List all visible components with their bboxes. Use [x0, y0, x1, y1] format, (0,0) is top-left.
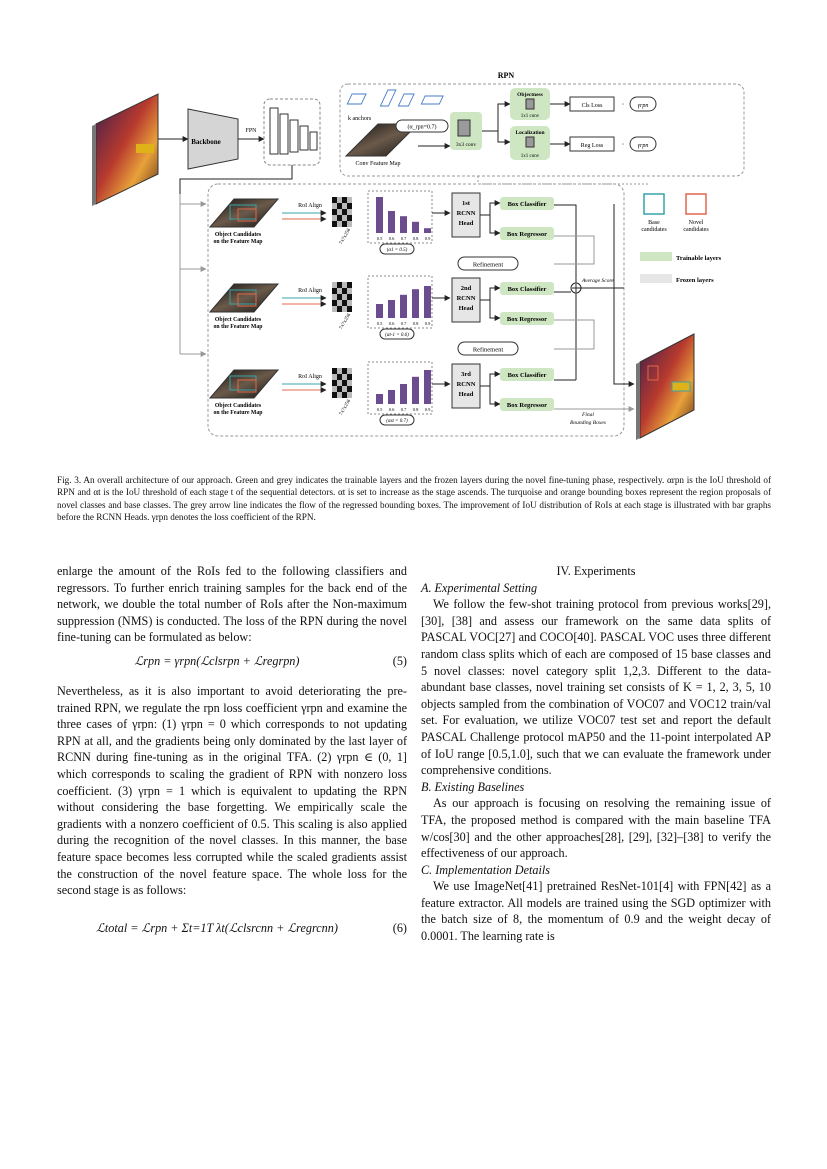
roi-size-label: 7x7x256 [339, 227, 353, 246]
iou-tick-label: 0.5 [376, 321, 383, 326]
iou-bar [424, 286, 431, 318]
iou-bar [412, 289, 419, 318]
cls-loss-label: Cls Loss [581, 103, 603, 109]
iou-tick-label: 0.9 [424, 321, 431, 326]
objectness-label: Objectness [517, 92, 543, 98]
iou-bar [412, 222, 419, 233]
iou-bar [400, 384, 407, 404]
iou-tick-label: 0.5 [376, 236, 383, 241]
rpn-title: RPN [497, 71, 515, 80]
legend-trainable-swatch [640, 252, 672, 261]
backbone-label: Backbone [191, 138, 221, 146]
equation-6 [57, 902, 407, 958]
roi-feature-grid [332, 368, 352, 398]
object-candidates-label: Object Candidates [214, 403, 262, 409]
legend-novel-1: Novel [688, 220, 704, 226]
iou-tick-label: 0.7 [400, 236, 407, 241]
box-regressor-label: Box Regressor [506, 402, 548, 409]
conv3x3-label: 3x3 conv [455, 142, 477, 148]
fpn-label: FPN [245, 128, 257, 134]
dot-a: · [621, 100, 625, 109]
fpn-stack [264, 99, 320, 165]
rcnn-stage-3 [210, 362, 554, 425]
k-anchors-label: k anchors [348, 116, 372, 122]
rcnn-stage-1 [210, 191, 554, 254]
input-image [92, 94, 158, 206]
roi-size-label: 7x7x256 [339, 312, 353, 331]
rcnn-stage-2 [210, 276, 554, 339]
legend-base-1: Base [648, 220, 660, 226]
roi-size-label: 7x7x256 [339, 398, 353, 417]
roi-align-label: RoI Align [298, 374, 322, 380]
iou-tick-label: 0.7 [400, 407, 407, 412]
rcnn-head-label: RCNN [456, 381, 476, 388]
backbone-block [188, 109, 238, 169]
figure-caption: Fig. 3. An overall architecture of our approach. Green and grey indicates the trainable layers and the frozen layers during the novel fine-tuning phase, respectively. αrpn is the IoU threshold of RPN and αt is the IoU threshold of each stage t of the sequential detectors. αt is set to increase as the stage ascends. The turquoise and orange bounding boxes represent the region proposals of novel classes and base classes. The grey arrow line indicates the flow of the regressed bounding boxes. The improvement of IoU distribution of RoIs at each stage is illustrated with bar graphs before the RCNN Heads. γrpn denotes the loss coefficient of the RPN. [57, 475, 771, 522]
conv1x1-a-label: 1x1 conv [520, 114, 540, 119]
iou-tick-label: 0.9 [424, 236, 431, 241]
localization-label: Localization [515, 130, 545, 136]
roi-feature-map [210, 284, 278, 312]
reg-loss-label: Reg Loss [580, 143, 604, 149]
iou-tick-label: 0.7 [400, 321, 407, 326]
iou-bar [376, 304, 383, 318]
legend-novel-swatch [686, 194, 706, 214]
right-column [421, 563, 771, 945]
equation-5-body: ℒrpn = γrpn(ℒclsrpn + ℒregrpn) [134, 653, 300, 668]
section-heading: IV. Experiments [556, 564, 636, 578]
equation-5-number: (5) [392, 653, 407, 668]
conv1x1-b-label: 1x1 conv [520, 154, 540, 159]
iou-bar [400, 216, 407, 233]
rcnn-head-label: Head [458, 220, 474, 227]
average-score-label: Average Score [582, 278, 614, 284]
iou-tick-label: 0.8 [412, 236, 419, 241]
iou-bar [388, 390, 395, 404]
legend-trainable: Trainable layers [676, 255, 722, 262]
equation-5 [57, 649, 407, 679]
rcnn-head-label: Head [458, 391, 474, 398]
iou-tick-label: 0.6 [388, 236, 395, 241]
subsection-a-paragraph: We follow the few-shot training protocol from previous works[29], [30], [38] and assess our framework on the same data splits of PASCAL VOC[27] and COCO[40]. PASCAL VOC uses three different random class splits which of each are composed of 15 base classes and 5 novel classes: novel category split 1,2,3. Different to the data-abundant base classes, novel training set consists of K = 1, 2, 3, 5, 10 objects sampled from the combination of VOC07 and VOC12 train/val set. For evaluation, we utilize VOC07 test set and report the default PASCAL Challenge protocol mAP50 and the 11-point interpolated AP of IoU range [0.5,1.0], such that we can evaluate the framework under comprehensive conditions. [421, 597, 771, 778]
iou-tick-label: 0.6 [388, 321, 395, 326]
legend-base-swatch [644, 194, 664, 214]
iou-bar [388, 211, 395, 233]
left-paragraph-1: enlarge the amount of the RoIs fed to the following classifiers and regressors. To further enrich training samples for the back end of the network, we double the total number of RoIs after the Non-maximum suppression (NMS) is conducted. The loss of the RPN during the novel fine-tuning can be formulated as below: [57, 564, 407, 645]
left-paragraph-2: Nevertheless, as it is also important to avoid deteriorating the pre-trained RPN, we regulate the rpn loss coefficient γrpn and examine the three cases of γrpn: (1) γrpn = 0 which corresponds to not updating RPN at all, and the gradients being only dominated by the last layer of RCNN during fine-tuning as in the original TFA. (2) γrpn ∈ (0, 1] which corresponds to scaling the gradient of RPN with nonzero loss coefficient. (3) γrpn = 1 which is equivalent to updating the RPN without considering the base forgetting. We empirically scale the gradients with a nonzero coefficient of 0.5. This scaling is also applied during the recognition of the novel classes. In this manner, the base feature space becomes less corrupted while the scaled gradients assist the construction of the novel feature space. The whole loss for the second stage is as follows: [57, 683, 407, 898]
legend-base-2: candidates [641, 227, 667, 233]
iou-bar [412, 377, 419, 404]
object-candidates-sublabel: on the Feature Map [213, 324, 263, 330]
final-boxes-label-2: Bounding Boxes [570, 420, 606, 426]
roi-feature-grid [332, 282, 352, 312]
stage-threshold: (αt-1 = 0.6) [385, 333, 409, 338]
box-regressor-label: Box Regressor [506, 316, 548, 323]
subsection-b-paragraph: As our approach is focusing on resolving the remaining issue of TFA, the proposed method is compared with the main baseline TFA w/cos[30] and the other approaches[28], [29], [32]–[38] to verify the effectiveness of our approach. [421, 796, 771, 861]
iou-tick-label: 0.5 [376, 407, 383, 412]
final-boxes-label-1: Final [582, 412, 594, 418]
iou-bar [376, 197, 383, 233]
stage-threshold: (αst = 0.7) [386, 419, 408, 424]
iou-tick-label: 0.8 [412, 407, 419, 412]
roi-align-label: RoI Align [298, 288, 322, 294]
iou-bar [424, 228, 431, 233]
roi-feature-map [210, 370, 278, 398]
box-classifier-label: Box Classifier [507, 286, 547, 293]
iou-bar [388, 300, 395, 318]
subsection-c-paragraph: We use ImageNet[41] pretrained ResNet-101[4] with FPN[42] as a feature extractor. All models are trained using the SGD optimizer with the batch size of 8, the momentum of 0.9 and the weight decay of 0.0001. The learning rate is [421, 879, 771, 944]
left-column [57, 563, 407, 962]
box-classifier-label: Box Classifier [507, 372, 547, 379]
iou-bar [400, 295, 407, 318]
legend-frozen: Frozen layers [676, 277, 714, 284]
conv-feature-map-label: Conv Feature Map [355, 161, 401, 167]
iou-tick-label: 0.6 [388, 407, 395, 412]
iou-tick-label: 0.9 [424, 407, 431, 412]
box-classifier-label: Box Classifier [507, 201, 547, 208]
roi-feature-grid [332, 197, 352, 227]
iou-tick-label: 0.8 [412, 321, 419, 326]
gamma-rpn-a: γrpn [637, 103, 649, 109]
iou-bar [376, 394, 383, 404]
rpn-threshold: (α_rpn=0.7) [407, 124, 437, 131]
rcnn-head-label: RCNN [456, 295, 476, 302]
rcnn-head-label: RCNN [456, 210, 476, 217]
refinement-label-1: Refinement [472, 261, 504, 269]
box-regressor-label: Box Regressor [506, 231, 548, 238]
rcnn-head-label: Head [458, 305, 474, 312]
legend-novel-2: candidates [683, 227, 709, 233]
rcnn-head-label: 3rd [461, 371, 471, 378]
equation-6-number: (6) [392, 920, 407, 935]
legend-frozen-swatch [640, 274, 672, 283]
anchor-boxes [347, 90, 443, 106]
object-candidates-sublabel: on the Feature Map [213, 239, 263, 245]
object-candidates-sublabel: on the Feature Map [213, 410, 263, 416]
iou-bar [424, 370, 431, 404]
object-candidates-label: Object Candidates [214, 232, 262, 238]
output-image [636, 334, 694, 440]
architecture-figure [88, 64, 760, 444]
rcnn-head-label: 2nd [460, 285, 472, 292]
gamma-rpn-b: γrpn [637, 143, 649, 149]
subsection-b-heading: B. Existing Baselines [421, 779, 525, 794]
rcnn-head-label: 1st [462, 200, 470, 207]
subsection-c-heading: C. Implementation Details [421, 862, 550, 877]
refinement-label-2: Refinement [472, 346, 504, 354]
roi-align-label: RoI Align [298, 203, 322, 209]
roi-feature-map [210, 199, 278, 227]
equation-6-body: ℒtotal = ℒrpn + Σt=1T λt(ℒclsrcnn + ℒregrcnn) [96, 920, 338, 935]
stage-threshold: (α1 = 0.5) [386, 248, 408, 253]
object-candidates-label: Object Candidates [214, 317, 262, 323]
subsection-a-heading: A. Experimental Setting [421, 580, 538, 595]
dot-b: · [621, 140, 625, 149]
